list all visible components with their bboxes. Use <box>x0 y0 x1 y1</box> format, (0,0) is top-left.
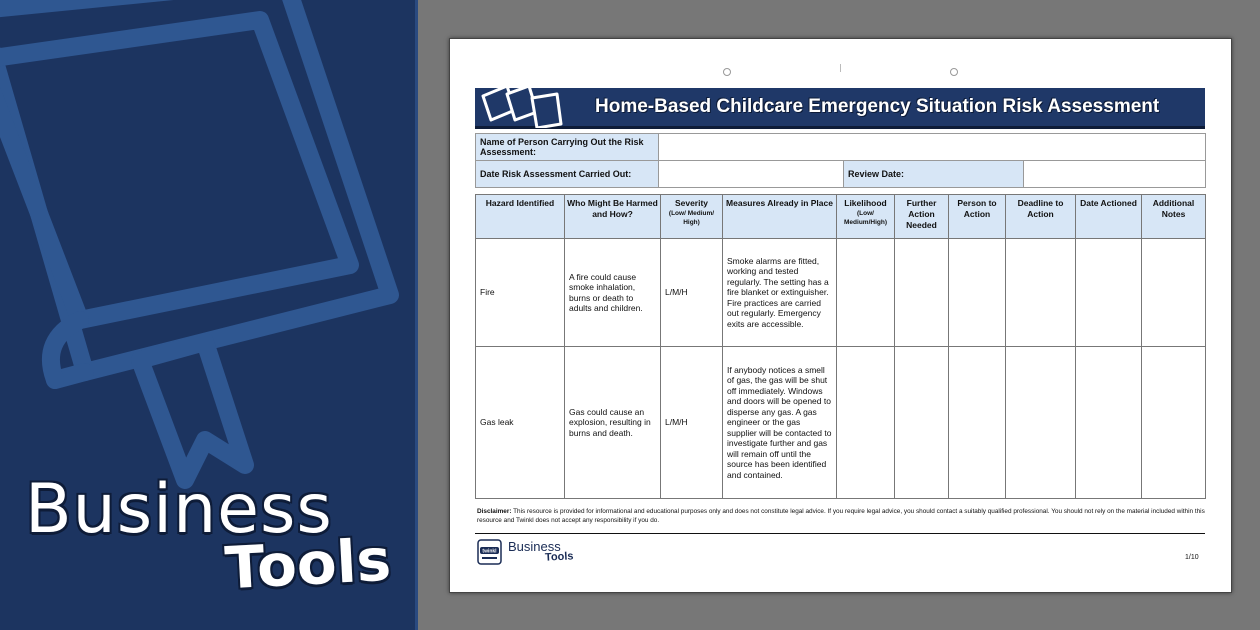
who-cell: A fire could cause smoke inhalation, burns or death to adults and children. <box>565 239 661 347</box>
punch-hole-right <box>950 68 958 76</box>
page-number: 1/10 <box>1185 554 1199 561</box>
svg-text:twinkl: twinkl <box>482 548 497 555</box>
measures-cell: Smoke alarms are fitted, working and tested regularly. The setting has a fire blanket or extinguisher. Fire practices are carried out regularly. Emergency exits are accessible. <box>723 239 837 347</box>
further-action-cell[interactable] <box>895 239 949 347</box>
hazard-cell: Fire <box>476 239 565 347</box>
center-mark <box>840 64 841 72</box>
header-further-action: Further Action Needed <box>895 195 949 239</box>
footer-divider <box>475 533 1205 534</box>
document-title: Home-Based Childcare Emergency Situation Risk Assessment <box>595 96 1160 117</box>
table-header-row <box>476 195 1206 239</box>
disclaimer-text: This resource is provided for informational and educational purposes only and does not constitute legal advice. If you require legal advice, you should contact a suitably qualified professional. You should not rely on the material included within this resource and Twinkl does not accept any responsibility if you do. <box>477 508 1205 524</box>
who-cell: Gas could cause an explosion, resulting in burns and death. <box>565 347 661 499</box>
likelihood-cell[interactable] <box>837 239 895 347</box>
measures-cell: If anybody notices a smell of gas, the gas will be shut off immediately. Windows and doors will be opened to disperse any gas. A gas engineer or the gas supplier will be contacted to investigate further and gas will remain off until the source has been identified and contained. <box>723 347 837 499</box>
footer-tools-text: Tools <box>544 550 574 564</box>
notes-cell[interactable] <box>1142 347 1206 499</box>
person-cell[interactable] <box>949 239 1006 347</box>
table-row <box>476 347 1206 499</box>
header-hazard: Hazard Identified <box>476 195 565 239</box>
date-actioned-cell[interactable] <box>1076 239 1142 347</box>
paper-stack-icon <box>477 84 572 128</box>
header-severity: Severity (Low/ Medium/ High) <box>661 195 723 239</box>
branding-panel <box>0 0 418 630</box>
brand-business-text: Business <box>25 470 333 549</box>
person-cell[interactable] <box>949 347 1006 499</box>
hazard-cell: Gas leak <box>476 347 565 499</box>
footer-business-text: Business <box>508 539 561 554</box>
date-label: Date Risk Assessment Carried Out: <box>476 161 659 188</box>
disclaimer-label: Disclaimer: <box>477 508 512 515</box>
person-label: Name of Person Carrying Out the Risk Assessment: <box>476 134 659 161</box>
table-row <box>476 239 1206 347</box>
header-notes: Additional Notes <box>1142 195 1206 239</box>
assessment-info-table <box>475 133 1206 188</box>
header-person: Person to Action <box>949 195 1006 239</box>
twinkl-logo-icon <box>477 539 502 565</box>
header-measures: Measures Already in Place <box>723 195 837 239</box>
severity-cell: L/M/H <box>661 239 723 347</box>
header-likelihood: Likelihood (Low/ Medium/High) <box>837 195 895 239</box>
title-banner <box>475 88 1205 129</box>
risk-assessment-table <box>475 194 1206 499</box>
likelihood-cell[interactable] <box>837 347 895 499</box>
date-actioned-cell[interactable] <box>1076 347 1142 499</box>
punch-hole-left <box>723 68 731 76</box>
review-date-label: Review Date: <box>844 161 1024 188</box>
severity-cell: L/M/H <box>661 347 723 499</box>
brand-tools-text: Tools <box>223 525 393 603</box>
panel-divider <box>415 0 418 630</box>
notes-cell[interactable] <box>1142 239 1206 347</box>
person-field[interactable] <box>659 134 1206 161</box>
header-deadline: Deadline to Action <box>1006 195 1076 239</box>
date-field[interactable] <box>659 161 844 188</box>
header-who: Who Might Be Harmed and How? <box>565 195 661 239</box>
further-action-cell[interactable] <box>895 347 949 499</box>
review-date-field[interactable] <box>1024 161 1206 188</box>
deadline-cell[interactable] <box>1006 239 1076 347</box>
header-date-actioned: Date Actioned <box>1076 195 1142 239</box>
disclaimer <box>477 507 1217 525</box>
deadline-cell[interactable] <box>1006 347 1076 499</box>
document-page <box>449 38 1232 593</box>
